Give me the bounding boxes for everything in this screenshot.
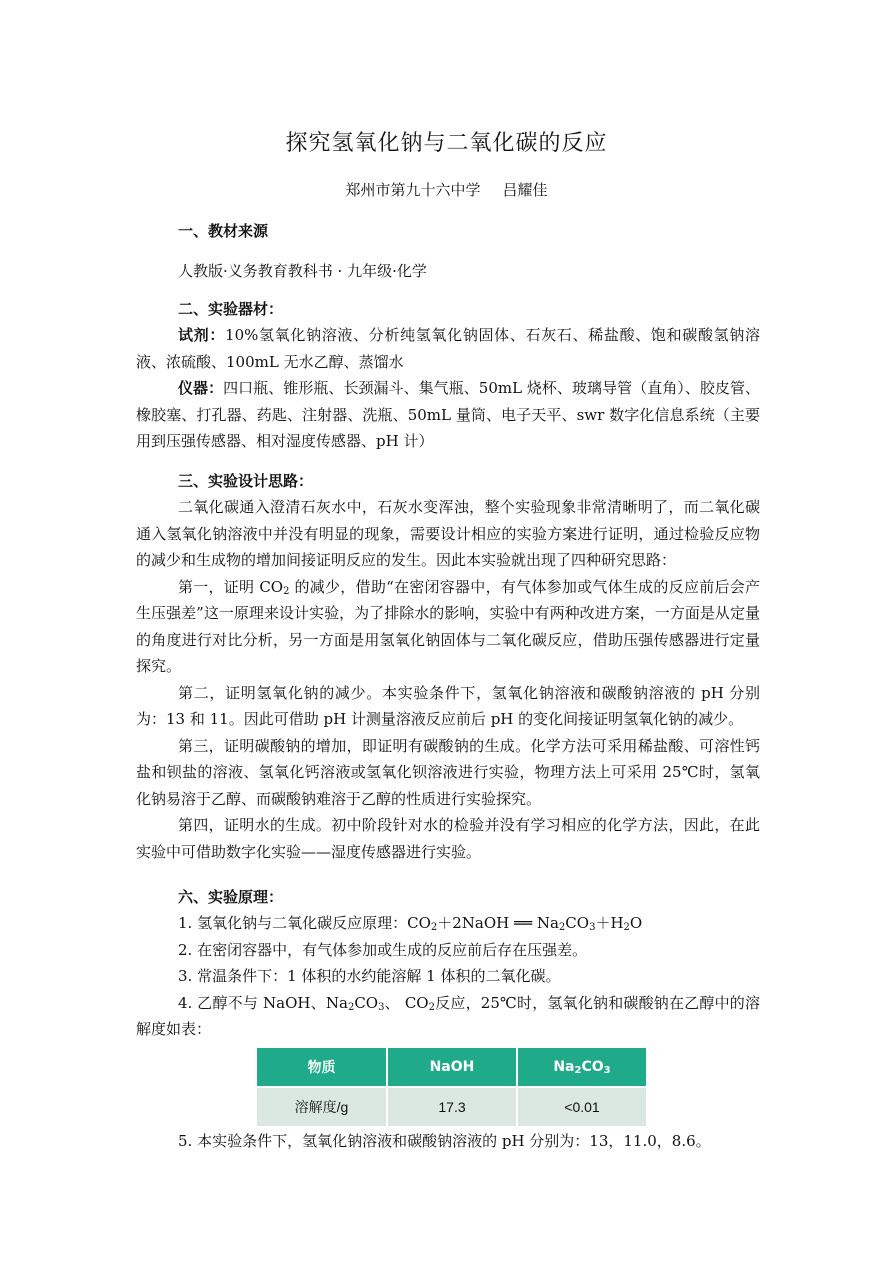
reagents-text: 10%氢氧化钠溶液、分析纯氢氧化钠固体、石灰石、稀盐酸、饱和碳酸氢钠溶液、浓硫酸、100mL 无水乙醇、蒸馏水 (136, 326, 760, 371)
principle-item-4: 4. 乙醇不与 NaOH、$Na_2CO_3$、 $CO_2$反应，25℃时，氢氧化钠和碳酸钠在乙醇中的溶解度如表： (136, 993, 760, 1038)
paragraph: 人教版·义务教育教科书 · 九年级·化学 (178, 262, 427, 280)
table-header-cell: $Na_2CO_3$ (517, 1047, 647, 1087)
table-header-row (256, 1047, 647, 1087)
section-heading: 六、实验原理： (178, 888, 284, 906)
instruments-label: 仪器： (178, 379, 224, 397)
paragraph: 二氧化碳通入澄清石灰水中，石灰水变浑浊，整个实验现象非常清晰明了，而二氧化碳通入氢氧化钠溶液中并没有明显的现象，需要设计相应的实验方案进行证明，通过检验反应物的减少和生成物的增加间接证明反应的发生。因此本实验就出现了四种研究思路： (136, 498, 760, 569)
table-cell: <0.01 (517, 1087, 647, 1127)
author-school: 郑州市第九十六中学 (345, 181, 481, 199)
table-cell: 17.3 (387, 1087, 517, 1127)
principle-item-3: 3. 常温条件下：1 体积的水约能溶解 1 体积的二氧化碳。 (178, 967, 561, 985)
table-row (256, 1087, 647, 1127)
author-name: 吕耀佳 (502, 181, 548, 199)
paragraph-reagents (136, 322, 760, 375)
instruments-text: 四口瓶、锥形瓶、长颈漏斗、集气瓶、50mL 烧杯、玻璃导管（直角）、胶皮管、橡胶塞、打孔器、药匙、注射器、洗瓶、50mL 量筒、电子天平、swr 数字化信息系统（主要用到压强传感器、相对湿度传感器、pH 计） (136, 379, 760, 450)
section-textbook-source (136, 218, 760, 284)
section-design-idea (136, 468, 760, 865)
section-heading: 二、实验器材： (178, 300, 284, 318)
paragraph: 第二，证明氢氧化钠的减少。本实验条件下，氢氧化钠溶液和碳酸钠溶液的 pH 分别为：13 和 11。因此可借助 pH 计测量溶液反应前后 pH 的变化间接证明氢氧化钠的减少。 (136, 683, 760, 728)
paragraph: 第三，证明碳酸钠的增加，即证明有碳酸钠的生成。化学方法可采用稀盐酸、可溶性钙盐和钡盐的溶液、氢氧化钙溶液或氢氧化钡溶液进行实验，物理方法上可采用 25℃时，氢氧化钠易溶于乙醇、而碳酸钠难溶于乙醇的性质进行实验探究。 (136, 736, 760, 808)
paragraph: 第一，证明 $CO_2$ 的减少，借助“在密闭容器中，有气体参加或气体生成的反应前后会产生压强差”这一原理来设计实验，为了排除水的影响，实验中有两种改进方案，一方面是从定量的角度进行对比分析，另一方面是用氢氧化钠固体与二氧化碳反应，借助压强传感器进行定量探究。 (136, 577, 760, 675)
reaction-equation: $CO_2+2NaOH$ ══ $Na_2CO_3+H_2O$ (407, 914, 643, 933)
paragraph: 第四，证明水的生成。初中阶段针对水的检验并没有学习相应的化学方法，因此，在此实验中可借助数字化实验——湿度传感器进行实验。 (136, 816, 760, 861)
table-header-cell: NaOH (387, 1047, 517, 1087)
principle-item-2: 2. 在密闭容器中，有气体参加或生成的反应前后存在压强差。 (178, 940, 588, 959)
solubility-table (255, 1046, 648, 1128)
reagents-label: 试剂： (178, 326, 226, 344)
section-principle (136, 884, 760, 1043)
principle-item-1: 1. 氢氧化钠与二氧化碳反应原理：$CO_2+2NaOH$ ══ $Na_2CO_3+H_2O$ (178, 914, 643, 933)
paragraph-instruments (136, 375, 760, 455)
principle-item-5: 5. 本实验条件下，氢氧化钠溶液和碳酸钠溶液的 pH 分别为：13，11.0，8.6。 (178, 1132, 711, 1150)
section-principle-cont (136, 1128, 760, 1155)
section-heading: 三、实验设计思路： (178, 472, 314, 490)
document-title: 探究氢氧化钠与二氧化碳的反应 (285, 131, 608, 156)
table-cell: 溶解度/g (256, 1087, 387, 1127)
author-line (0, 178, 893, 202)
section-heading: 一、教材来源 (178, 222, 269, 240)
table-header-cell: 物质 (256, 1047, 387, 1087)
section-equipment (136, 296, 760, 455)
